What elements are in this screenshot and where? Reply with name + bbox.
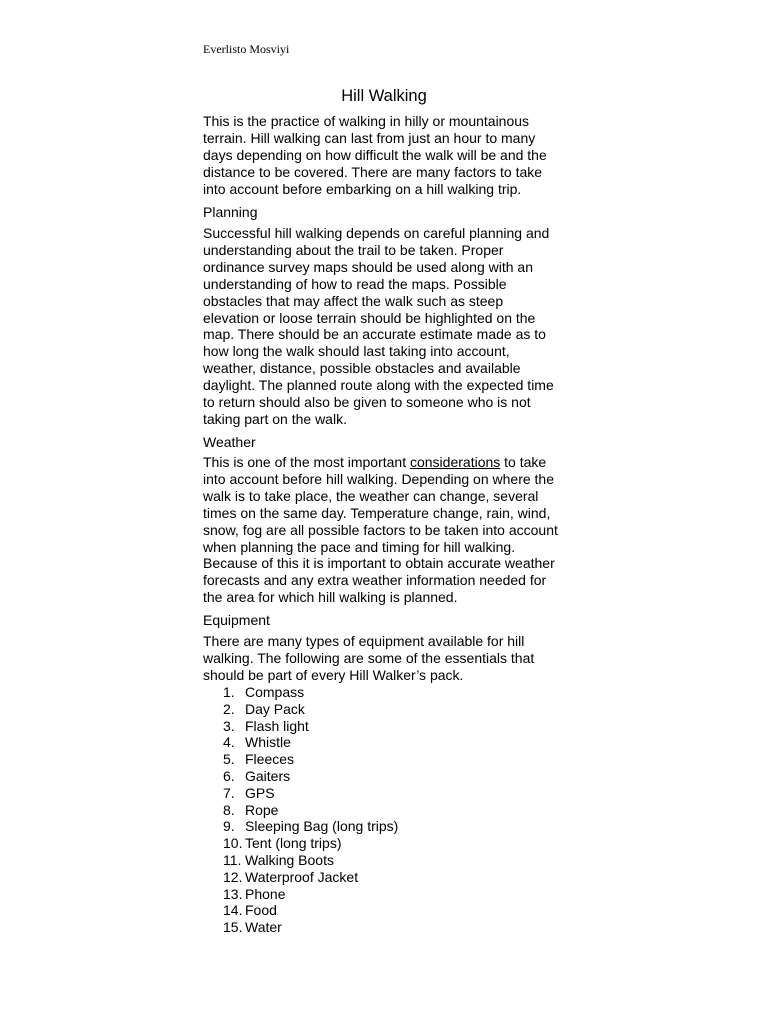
paragraph-line: to return should also be given to someone who is not	[203, 394, 531, 411]
list-item-text: Sleeping Bag (long trips)	[245, 818, 399, 835]
list-item-text: Rope	[245, 801, 279, 818]
considerations-link[interactable]: considerations	[409, 454, 501, 470]
paragraph-line: This is the practice of walking in hilly or mountainous	[203, 113, 530, 129]
list-number: 2.	[223, 700, 235, 717]
list-number: 1.	[223, 684, 235, 700]
paragraph-line: Successful hill walking depends on careful planning and	[203, 225, 550, 241]
weather-heading: Weather	[203, 434, 256, 450]
paragraph-line: distance to be covered. There are many factors to take	[203, 163, 543, 180]
document-title: Hill Walking	[341, 87, 427, 105]
list-number: 10.	[223, 835, 243, 852]
equipment-paragraph	[203, 633, 569, 684]
paragraph-line: walk is to take place, the weather can change, several	[203, 487, 539, 504]
list-number: 15.	[223, 919, 243, 936]
list-number: 6.	[223, 767, 235, 784]
paragraph-line: snow, fog are all possible factors to be taken into account	[203, 521, 558, 538]
list-number: 9.	[223, 818, 235, 835]
paragraph-line: obstacles that may affect the walk such as steep	[203, 292, 504, 309]
paragraph-line: how long the walk should last taking into account,	[203, 343, 510, 360]
paragraph-line: taking part on the walk.	[203, 410, 347, 427]
list-item-text: Walking Boots	[245, 851, 334, 868]
list-number: 11.	[223, 851, 242, 868]
list-number: 13.	[223, 885, 243, 902]
paragraph-line: walking. The following are some of the essentials that	[203, 649, 535, 666]
paragraph-line: weather, distance, possible obstacles and available	[203, 360, 521, 377]
paragraph-line: the area for which hill walking is planned.	[203, 589, 458, 606]
paragraph-line: when planning the pace and timing for hill walking.	[203, 538, 516, 555]
list-item-text: Whistle	[245, 734, 291, 751]
list-number: 12.	[223, 868, 243, 885]
list-item-text: Compass	[245, 684, 305, 700]
line-text: This is one of the most important	[203, 454, 410, 470]
paragraph-line: map. There should be an accurate estimate made as to	[203, 326, 546, 343]
list-item-text: Tent (long trips)	[245, 835, 342, 852]
list-number: 3.	[223, 717, 235, 734]
list-item-text: Flash light	[245, 717, 309, 734]
paragraph-line: daylight. The planned route along with the expected time	[203, 377, 554, 394]
list-number: 4.	[223, 734, 235, 751]
paragraph-line: into account before hill walking. Depending on where the	[203, 470, 555, 487]
planning-paragraph	[203, 225, 569, 428]
paragraph-line	[203, 454, 569, 471]
equipment-heading: Equipment	[203, 612, 270, 628]
paragraph-line: days depending on how difficult the walk will be and the	[203, 146, 547, 163]
list-item-text: Fleeces	[245, 751, 295, 768]
list-item-text: GPS	[245, 784, 275, 801]
intro-paragraph	[203, 113, 569, 198]
paragraph-line: Because of this it is important to obtain accurate weather	[203, 555, 555, 572]
list-item-text: Gaiters	[245, 767, 291, 784]
paragraph-line: forecasts and any extra weather information needed for	[203, 572, 547, 589]
weather-paragraph	[203, 454, 569, 606]
list-number: 8.	[223, 801, 235, 818]
paragraph-line: understanding of how to read the maps. Possible	[203, 275, 507, 292]
paragraph-line: should be part of every Hill Walker’s pack.	[203, 666, 464, 683]
planning-heading: Planning	[203, 204, 258, 220]
paragraph-line: There are many types of equipment available for hill	[203, 633, 525, 649]
paragraph-line: into account before embarking on a hill walking trip.	[203, 180, 522, 197]
paragraph-line: ordinance survey maps should be used along with an	[203, 258, 533, 275]
line-text: to take	[500, 454, 547, 470]
paragraph-line: understanding about the trail to be taken. Proper	[203, 241, 504, 258]
paragraph-line: elevation or loose terrain should be highlighted on the	[203, 309, 536, 326]
paragraph-line: times on the same day. Temperature change, rain, wind,	[203, 504, 551, 521]
list-number: 7.	[223, 784, 235, 801]
list-item-text: Waterproof Jacket	[245, 868, 359, 885]
list-item-text: Food	[245, 902, 277, 919]
list-item-text: Water	[245, 919, 282, 936]
list-number: 14.	[223, 902, 243, 919]
list-number: 5.	[223, 751, 235, 768]
list-item-text: Phone	[245, 885, 286, 902]
list-item-text: Day Pack	[245, 700, 305, 717]
paragraph-line: terrain. Hill walking can last from just an hour to many	[203, 129, 536, 146]
author-name: Everlisto Mosviyi	[203, 42, 290, 56]
